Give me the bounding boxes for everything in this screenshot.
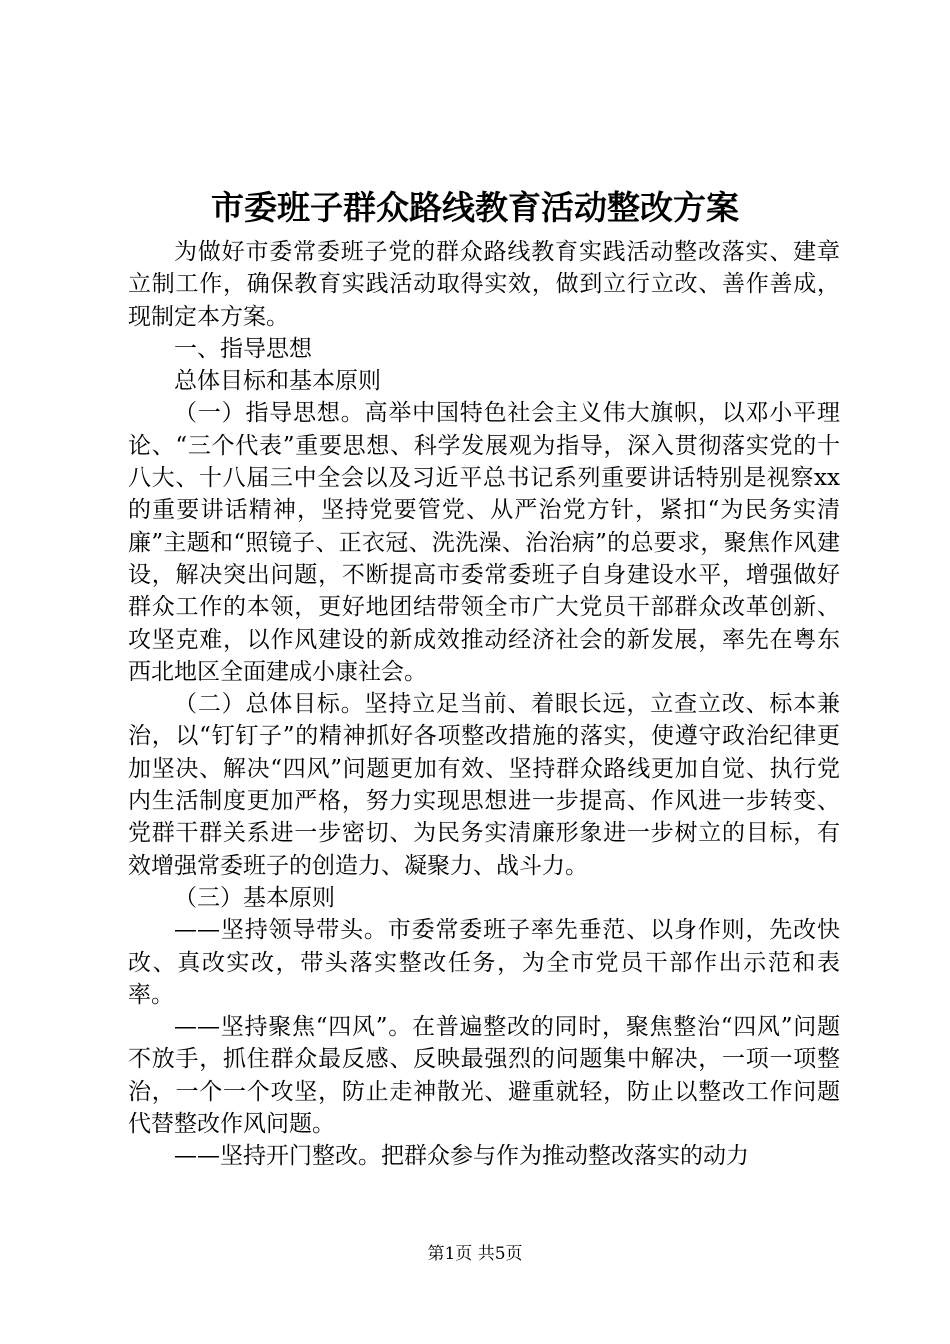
section-heading-guiding-ideology: 一、指导思想 bbox=[174, 335, 312, 362]
section-subheading-goals-principles: 总体目标和基本原则 bbox=[174, 368, 381, 395]
intro-paragraph: 为做好市委常委班子党的群众路线教育实践活动整改落实、建章立制工作，确保教育实践活动取得实效，做到立行立改、善作善成，现制定本方案。 bbox=[128, 239, 840, 330]
page-number-footer: 第1页 共5页 bbox=[427, 1244, 523, 1264]
paragraph-principle-four-winds: ——坚持聚焦“四风”。在普遍整改的同时，聚焦整治“四风”问题不放手，抓住群众最反感、反映最强烈的问题集中解决，一项一项整治，一个一个攻坚，防止走神散光、避重就轻，防止以整改工作问题代替整改作风问题。 bbox=[128, 1014, 840, 1138]
document-body bbox=[128, 236, 840, 1173]
paragraph-principle-open-rectification: ——坚持开门整改。把群众参与作为推动整改落实的动力 bbox=[174, 1143, 749, 1170]
paragraph-principle-leadership: ——坚持领导带头。市委常委班子率先垂范、以身作则，先改快改、真改实改，带头落实整改任务，为全市党员干部作出示范和表率。 bbox=[128, 917, 840, 1008]
section-heading-basic-principles: （三）基本原则 bbox=[174, 884, 335, 911]
paragraph-overall-goal: （二）总体目标。坚持立足当前、着眼长远，立查立改、标本兼治，以“钉钉子”的精神抓好各项整改措施的落实，使遵守政治纪律更加坚决、解决“四风”问题更加有效、坚持群众路线更加自觉、执行党内生活制度更加严格，努力实现思想进一步提高、作风进一步转变、党群干群关系进一步密切、为民务实清廉形象进一步树立的目标，有效增强常委班子的创造力、凝聚力、战斗力。 bbox=[128, 691, 840, 879]
paragraph-guiding-ideology: （一）指导思想。高举中国特色社会主义伟大旗帜，以邓小平理论、“三个代表”重要思想、科学发展观为指导，深入贯彻落实党的十八大、十八届三中全会以及习近平总书记系列重要讲话特别是视察xx的重要讲话精神，坚持党要管党、从严治党方针，紧扣“为民务实清廉”主题和“照镜子、正衣冠、洗洗澡、治治病”的总要求，聚焦作风建设，解决突出问题，不断提高市委常委班子自身建设水平，增强做好群众工作的本领，更好地团结带领全市广大党员干部群众改革创新、攻坚克难，以作风建设的新成效推动经济社会的新发展，率先在粤东西北地区全面建成小康社会。 bbox=[128, 400, 840, 685]
document-title: 市委班子群众路线教育活动整改方案 bbox=[211, 188, 739, 227]
